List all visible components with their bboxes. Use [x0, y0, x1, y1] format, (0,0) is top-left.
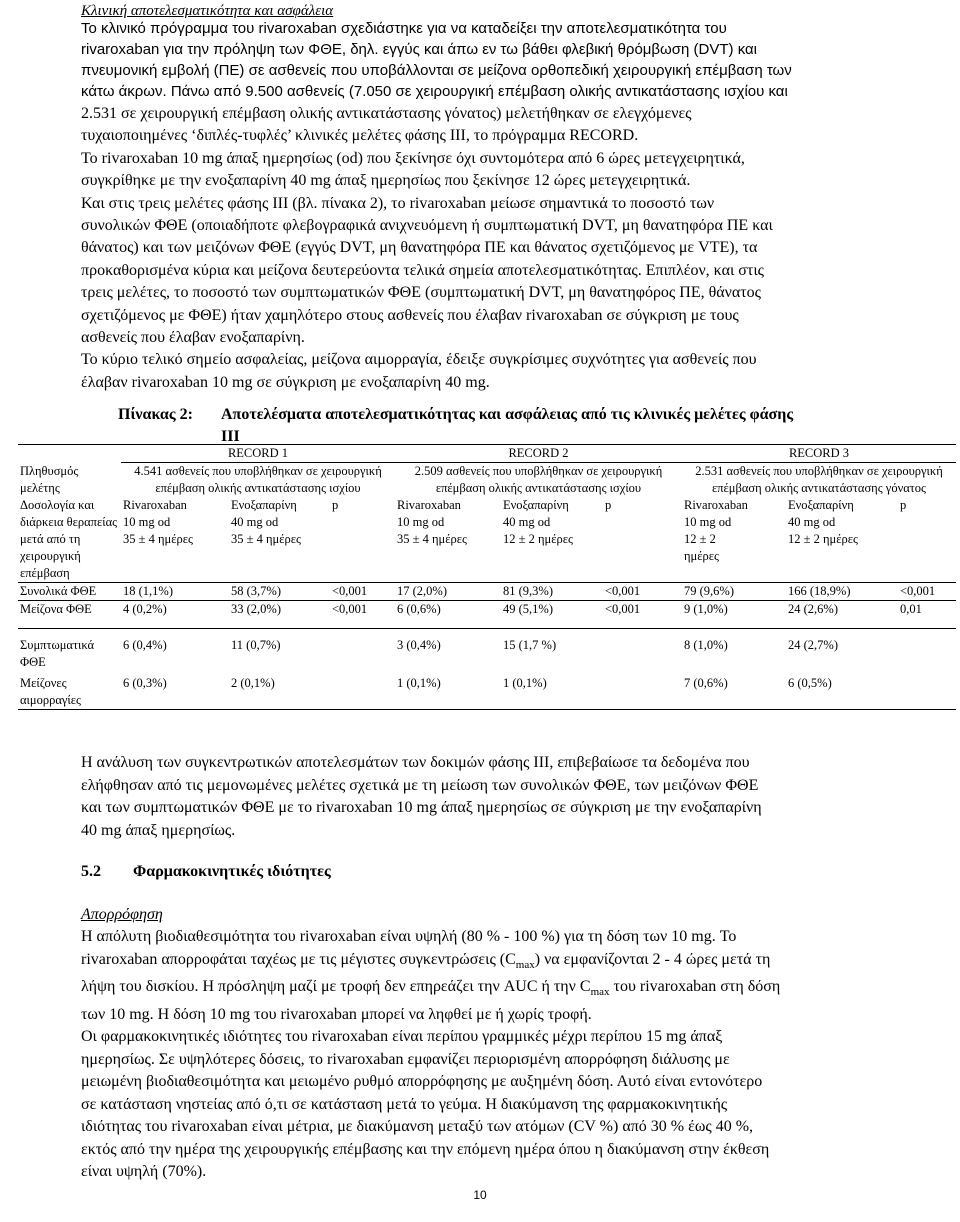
paragraph-absorption	[81, 926, 901, 1184]
table-cell: 24 (2,7%)	[788, 638, 838, 652]
table-cell	[898, 629, 956, 672]
table-cell: 58 (3,7%)	[229, 583, 330, 601]
table-cell: <0,001	[330, 583, 395, 601]
dose-enox-record3	[786, 497, 898, 583]
text-line: ημερησίως. Σε υψηλότερες δόσεις, το rivaroxaban εμφανίζει περιορισμένη απορρόφηση διάλυσης με	[81, 1050, 730, 1068]
table-row-dose	[18, 497, 956, 583]
dose-enox-record1	[229, 497, 330, 583]
section-heading-52	[81, 861, 901, 884]
table-cell: <0,001	[898, 583, 956, 601]
table-cell	[898, 671, 956, 710]
table-cell: 9 (1,0%)	[682, 601, 786, 629]
paragraph-record-program	[81, 103, 901, 394]
table-title-line: III	[221, 428, 240, 445]
table-cell: 81 (9,3%)	[501, 583, 603, 601]
table-cell	[603, 671, 682, 710]
table-cell: 49 (5,1%)	[501, 601, 603, 629]
p-header-record3: p	[898, 497, 956, 583]
table-cell: 8 (1,0%)	[684, 638, 728, 652]
dose-riva-record1	[121, 497, 229, 583]
paragraph-intro	[81, 18, 901, 102]
table-cell: 6 (0,5%)	[786, 671, 898, 710]
text-line: πνευμονική εμβολή (ΠΕ) σε ασθενείς που υποβάλλονται σε μείζονα ορθοπεδική χειρουργική επέμβαση των	[81, 62, 792, 79]
text-line: Η ανάλυση των συγκεντρωτικών αποτελεσμάτων των δοκιμών φάσης III, επιβεβαίωσε τα δεδομένα που	[81, 754, 750, 771]
text-line: θάνατος) και των μειζόνων ΦΘΕ (εγγύς DVT, μη θανατηφόρα ΠΕ και θάνατος σχετιζόμενος με VTE), τα	[81, 239, 758, 257]
table-cell: 7 (0,6%)	[682, 671, 786, 710]
text-line: ελήφθησαν από τις μεμονωμένες μελέτες σχετικά με τη μείωση των συνολικών ΦΘΕ, των μειζόνων ΦΘΕ	[81, 776, 759, 794]
cell-line: ημέρες	[684, 549, 719, 563]
cell-line: Rivaroxaban	[123, 498, 187, 512]
dose-enox-record2	[501, 497, 603, 583]
table-cell: <0,001	[603, 583, 682, 601]
text-line: κάτω άκρων. Πάνω από 9.500 ασθενείς (7.050 σε χειρουργική επέμβαση ολικής αντικατάστασης ισχίου και	[81, 83, 788, 100]
table-cell: <0,001	[330, 601, 395, 629]
text-line: 2.531 σε χειρουργική επέμβαση ολικής αντικατάστασης γόνατος) μελετήθηκαν σε ελεγχόμενες	[81, 105, 692, 122]
table-cell: 2 (0,1%)	[229, 671, 330, 710]
table-row	[18, 629, 956, 672]
subscript: max	[590, 986, 610, 999]
text-line: και των συμπτωματικών ΦΘΕ με το rivaroxaban 10 mg άπαξ ημερησίως σε σύγκριση με την ενοξαπαρίνη	[81, 799, 762, 816]
cell-line: 12 ± 2 ημέρες	[503, 532, 573, 546]
text-fragment: ) να εμφανίζονται 2 - 4 ώρες μετά τη	[534, 950, 771, 968]
table-title	[221, 404, 901, 448]
table-cell: 6 (0,6%)	[395, 601, 501, 629]
text-line: τυχαιοποιημένες ‘διπλές-τυφλές’ κλινικές μελέτες φάσης III, το πρόγραμμα RECORD.	[81, 127, 639, 145]
table-cell: 15 (1,7 %)	[503, 638, 557, 652]
cell-line: 10 mg od	[684, 515, 732, 529]
population-record1: 4.541 ασθενείς που υποβλήθηκαν σε χειρουργική επέμβαση ολικής αντικατάστασης ισχίου	[134, 464, 382, 495]
cell-line: Ενοξαπαρίνη	[503, 498, 569, 512]
text-line: εκτός από την ημέρα της χειρουργικής επέμβασης και την επόμενη ημέρα όπου η διακύμανση στην έκθεση	[81, 1140, 770, 1158]
table-title-line: Αποτελέσματα αποτελεσματικότητας και ασφάλειας από τις κλινικές μελέτες φάσης	[221, 406, 794, 423]
section-title: Φαρμακοκινητικές ιδιότητες	[133, 863, 331, 880]
text-line: Το κλινικό πρόγραμμα του rivaroxaban σχεδιάστηκε για να καταδείξει την αποτελεσματικότητα του	[81, 20, 727, 37]
table-cell: 1 (0,1%)	[395, 671, 501, 710]
table-row	[18, 601, 956, 629]
subscript: max	[515, 958, 535, 971]
table-cell	[330, 629, 395, 672]
cell-line: 10 mg od	[397, 515, 445, 529]
text-line: Το rivaroxaban 10 mg άπαξ ημερησίως (od) που ξεκίνησε όχι συντομότερα από 6 ώρες μετεγχειρητικά,	[81, 149, 745, 167]
population-record3: 2.531 ασθενείς που υποβλήθηκαν σε χειρουργική επέμβαση ολικής αντικατάστασης γόνατος	[695, 464, 943, 495]
table-cell: 1 (0,1%)	[501, 671, 603, 710]
cell-line: Ενοξαπαρίνη	[788, 498, 854, 512]
subheading-absorption: Απορρόφηση	[81, 906, 163, 923]
text-line: 40 mg άπαξ ημερησίως.	[81, 821, 236, 839]
text-line	[81, 949, 901, 977]
study-header-record1: RECORD 1	[121, 445, 395, 463]
p-header-record2: p	[603, 497, 682, 583]
table-cell: 166 (18,9%)	[786, 583, 898, 601]
text-line: των 10 mg. Η δόση 10 mg του rivaroxaban μπορεί να ληφθεί με ή χωρίς τροφή.	[81, 1005, 592, 1023]
text-line: τρεις μελέτες, το ποσοστό των συμπτωματικών ΦΘΕ (συμπτωματική DVT, μη θανατηφόρος ΠΕ, θάνατος	[81, 284, 762, 302]
study-header-record3: RECORD 3	[682, 445, 956, 463]
text-line: μειωμένη βιοδιαθεσιμότητα και μειωμένο ρυθμό απορρόφησης με αυξημένη δόση. Αυτό είναι εντονότερο	[81, 1073, 763, 1091]
cell-line: Rivaroxaban	[684, 498, 748, 512]
text-line: συνολικών ΦΘΕ (οποιαδήποτε φλεβογραφικά ανιχνευόμενη ή συμπτωματική DVT, μη θανατηφόρα ΠΕ και	[81, 217, 773, 235]
row-label: Δοσολογία και διάρκεια θεραπείας μετά από τη χειρουργική επέμβαση	[18, 497, 121, 583]
study-header-record2: RECORD 2	[395, 445, 682, 463]
text-fragment: του rivaroxaban στη δόση	[609, 978, 781, 996]
row-label: Συνολικά ΦΘΕ	[18, 583, 121, 601]
text-line: ασθενείς που έλαβαν ενοξαπαρίνη.	[81, 329, 305, 347]
table-header-row	[18, 445, 956, 463]
row-label: Πληθυσμός μελέτης	[20, 463, 79, 495]
results-table	[18, 444, 956, 710]
table-row	[18, 671, 956, 710]
table-cell: 18 (1,1%)	[121, 583, 229, 601]
text-line	[81, 976, 901, 1004]
text-line: ιδιότητας του rivaroxaban είναι μέτρια, με διακύμανση μεταξύ των ατόμων (CV %) από 30 % έως 40 %,	[81, 1118, 754, 1136]
text-line: σε κατάσταση νηστείας από ό,τι σε κατάσταση μετά το γεύμα. Η διακύμανση της φαρμακοκινητικής	[81, 1095, 728, 1113]
cell-line: 10 mg od	[123, 515, 171, 529]
table-cell: 24 (2,6%)	[786, 601, 898, 629]
paragraph-pooled-analysis	[81, 752, 901, 842]
table-cell	[603, 629, 682, 672]
table-cell: 4 (0,2%)	[121, 601, 229, 629]
table-cell: <0,001	[603, 601, 682, 629]
text-line: Το κύριο τελικό σημείο ασφαλείας, μείζονα αιμορραγία, έδειξε συγκρίσιμες συχνότητες για ασθενείς που	[81, 351, 757, 369]
table-cell: 0,01	[898, 601, 956, 629]
cell-line: 35 ± 4 ημέρες	[231, 532, 301, 546]
cell-line: 40 mg od	[503, 515, 551, 529]
text-fragment: λήψη του δισκίου. Η πρόσληψη μαζί με τροφή δεν επηρεάζει την AUC ή την C	[81, 978, 591, 996]
p-header-record1: p	[330, 497, 395, 583]
table-cell: 6 (0,3%)	[121, 671, 229, 710]
row-label: Συμπτωματικά ΦΘΕ	[20, 638, 95, 669]
cell-line: Ενοξαπαρίνη	[231, 498, 297, 512]
table-cell: 11 (0,7%)	[231, 638, 281, 652]
page-number: 10	[473, 1188, 487, 1202]
cell-line: 40 mg od	[231, 515, 279, 529]
text-line: σχετιζόμενος με ΦΘΕ) ήταν χαμηλότερο στους ασθενείς που έλαβαν rivaroxaban σε σύγκριση με τους	[81, 306, 739, 324]
cell-line: 12 ± 2	[684, 532, 716, 546]
cell-line: 12 ± 2 ημέρες	[788, 532, 858, 546]
dose-riva-record3	[682, 497, 786, 583]
section-number: 5.2	[81, 863, 101, 880]
cell-line: 35 ± 4 ημέρες	[397, 532, 467, 546]
table-cell	[330, 671, 395, 710]
text-line: είναι υψηλή (70%).	[81, 1163, 207, 1181]
cell-line: Rivaroxaban	[397, 498, 461, 512]
table-cell: 79 (9,6%)	[682, 583, 786, 601]
table-row	[18, 583, 956, 601]
table-cell	[18, 445, 121, 463]
table-cell: 3 (0,4%)	[397, 638, 441, 652]
row-label: Μείζονα ΦΘΕ	[18, 601, 121, 629]
text-line: rivaroxaban για την πρόληψη των ΦΘΕ, δηλ. εγγύς και άπω εν τω βάθει φλεβική θρόμβωση (DVT) και	[81, 41, 758, 58]
dose-riva-record2	[395, 497, 501, 583]
text-line: προκαθορισμένα κύρια και μείζονα δευτερεύοντα τελικά σημεία αποτελεσματικότητας. Επιπλέον, και στις	[81, 261, 764, 279]
text-line: Η απόλυτη βιοδιαθεσιμότητα του rivaroxaban είναι υψηλή (80 % - 100 %) για τη δόση των 10 mg. Το	[81, 928, 737, 945]
table-row-population	[18, 463, 956, 498]
table-label: Πίνακας 2:	[118, 406, 193, 423]
text-fragment: rivaroxaban απορροφάται ταχέως με τις μέγιστες συγκεντρώσεις (C	[81, 950, 516, 968]
text-line: συγκρίθηκε με την ενοξαπαρίνη 40 mg άπαξ ημερησίως που ξεκίνησε 12 ώρες μετεγχειρητικά.	[81, 172, 691, 190]
table-cell: 33 (2,0%)	[229, 601, 330, 629]
text-line: Οι φαρμακοκινητικές ιδιότητες του rivaroxaban είναι περίπου γραμμικές μέχρι περίπου 15 mg άπαξ	[81, 1028, 723, 1046]
row-label: Μείζονες αιμορραγίες	[18, 671, 121, 710]
cell-line: 35 ± 4 ημέρες	[123, 532, 193, 546]
text-line: έλαβαν rivaroxaban 10 mg σε σύγκριση με ενοξαπαρίνη 40 mg.	[81, 373, 490, 391]
text-line: Και στις τρεις μελέτες φάσης III (βλ. πίνακα 2), το rivaroxaban μείωσε σημαντικά το ποσοστό των	[81, 194, 715, 212]
table-cell: 17 (2,0%)	[395, 583, 501, 601]
section-heading-efficacy: Κλινική αποτελεσματικότητα και ασφάλεια	[81, 3, 334, 19]
table-cell: 6 (0,4%)	[123, 638, 167, 652]
cell-line: 40 mg od	[788, 515, 836, 529]
population-record2: 2.509 ασθενείς που υποβλήθηκαν σε χειρουργική επέμβαση ολικής αντικατάστασης ισχίου	[414, 464, 663, 495]
